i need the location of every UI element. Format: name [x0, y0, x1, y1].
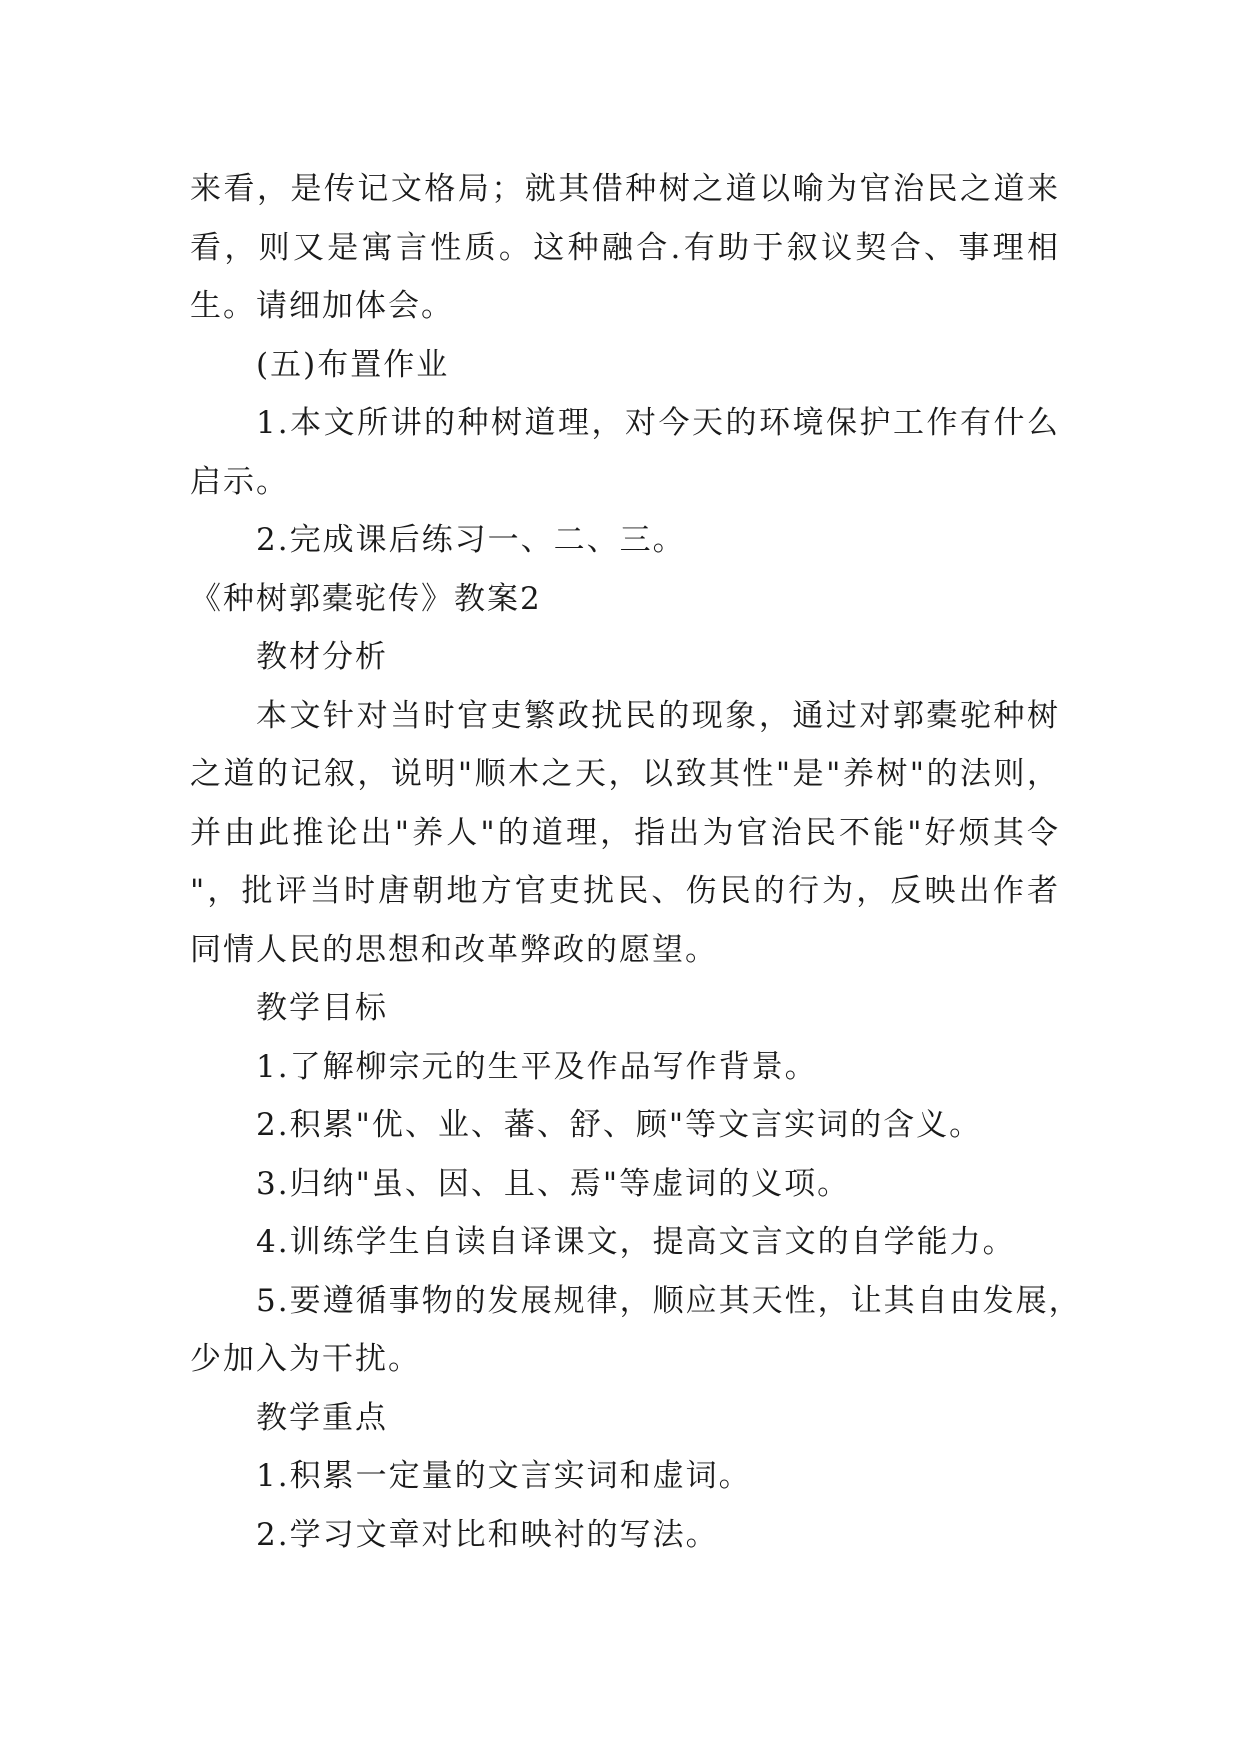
paragraph-line: 来看，是传记文格局；就其借种树之道以喻为官治民之道来	[190, 171, 1060, 207]
list-item: 1.积累一定量的文言实词和虚词。	[256, 1458, 752, 1494]
paragraph-line: 并由此推论出"养人"的道理，指出为官治民不能"好烦其令	[190, 814, 1060, 851]
list-item: 3.归纳"虽、因、且、焉"等虚词的义项。	[256, 1165, 851, 1202]
paragraph-line: 生。请细加体会。	[190, 288, 454, 324]
list-item: 2.学习文章对比和映衬的写法。	[256, 1516, 719, 1553]
document-body	[190, 160, 1082, 1564]
document-title: 《种树郭橐驼传》教案2	[190, 580, 542, 617]
list-item: 2.完成课后练习一、二、三。	[256, 522, 686, 558]
list-item: 4.训练学生自读自译课文，提高文言文的自学能力。	[256, 1224, 1016, 1260]
section-heading: 教材分析	[256, 639, 388, 675]
paragraph-line: "，批评当时唐朝地方官吏扰民、伤民的行为，反映出作者	[190, 873, 1060, 909]
paragraph-line: 本文针对当时官吏繁政扰民的现象，通过对郭橐驼种树	[256, 697, 1060, 734]
list-item: 1.本文所讲的种树道理，对今天的环境保护工作有什么	[256, 405, 1060, 441]
paragraph-line: 启示。	[190, 463, 289, 500]
section-heading: 教学重点	[256, 1399, 388, 1436]
paragraph-line: 看，则又是寓言性质。这种融合.有助于叙议契合、事理相	[190, 229, 1060, 266]
section-heading: (五)布置作业	[256, 346, 450, 383]
section-heading: 教学目标	[256, 990, 388, 1026]
list-item: 2.积累"优、业、蕃、舒、顾"等文言实词的含义。	[256, 1107, 983, 1143]
paragraph-line: 之道的记叙，说明"顺木之天，以致其性"是"养树"的法则，	[190, 756, 1060, 792]
paragraph-line: 同情人民的思想和改革弊政的愿望。	[190, 931, 718, 968]
list-item: 1.了解柳宗元的生平及作品写作背景。	[256, 1048, 818, 1085]
list-item: 5.要遵循事物的发展规律，顺应其天性，让其自由发展，	[256, 1282, 1082, 1319]
paragraph-line: 少加入为干扰。	[190, 1341, 421, 1377]
